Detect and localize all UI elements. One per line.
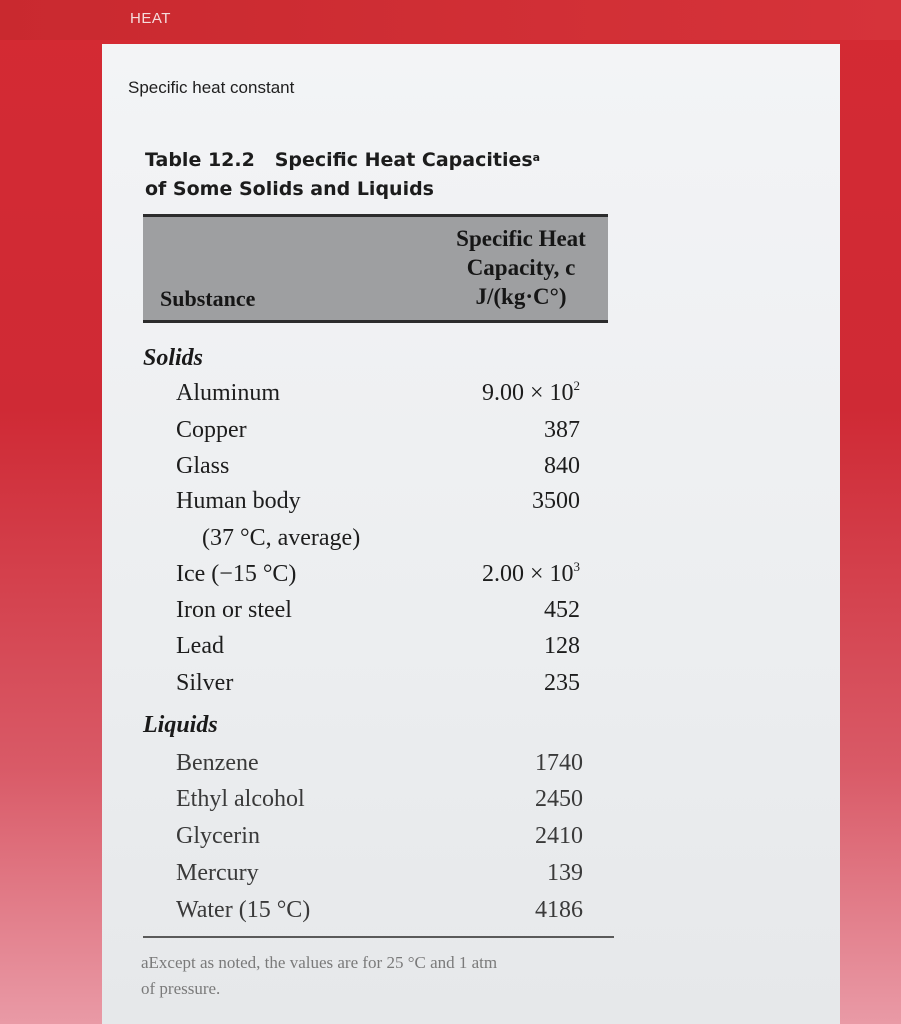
table-row-name: Glycerin [176,823,260,849]
table-row-value: 2450 [535,786,583,812]
solids-label: Solids [143,345,204,371]
table-row-value: 128 [544,633,580,659]
table-row-value: 2410 [535,823,583,849]
table-row-name: Copper [176,417,247,443]
table-row-value: $2.00 \times 10^3$ [481,559,580,587]
table-row-value: $9.00 \times 10^2$ [481,378,580,406]
table-row-value: 4186 [535,897,583,923]
table-row-name: Glass [176,453,230,479]
table-row-name: Benzene [176,750,259,776]
table-row-name: Aluminum [176,380,281,406]
caption-footnote-marker: a [532,151,541,164]
table-title: Specific Heat Capacities [274,149,533,171]
table-row-name: Ethyl alcohol [176,786,305,812]
column-header-line: Specific Heat [456,226,586,251]
table-row-value: 1740 [535,750,583,776]
table-row-value: 387 [544,417,580,443]
table-footnote [141,950,621,1002]
table-row-value: 235 [544,670,580,696]
column-header-substance: Substance [160,286,256,311]
table-row-name: Water (15 °C) [176,897,311,923]
liquids-label: Liquids [143,712,218,738]
table-row-value: 840 [544,453,580,479]
table-row-value: 139 [547,860,583,886]
table-title-line2: of Some Solids and Liquids [145,178,434,200]
table-caption [145,146,615,204]
column-header-specific-heat [432,224,610,311]
table-row-name: Silver [176,670,234,696]
column-header-line: J/(kg·C°) [475,284,567,309]
table-row-name: Lead [176,633,224,659]
table-row-name: Mercury [176,860,259,886]
table-row-name: Iron or steel [176,597,292,623]
footnote-line: aExcept as noted, the values are for 25 °C and 1 atm [141,953,498,972]
table-row-note: (37 °C, average) [202,525,361,551]
table-number: Table 12.2 [145,149,255,171]
table-row-value: 452 [544,597,580,623]
column-header-line: Capacity, c [466,255,576,280]
table-row-value: 3500 [532,488,580,514]
footnote-divider [143,936,614,938]
table-row-name: Ice (−15 °C) [176,561,297,587]
table-row-name: Human body [176,488,301,514]
footnote-line: of pressure. [141,979,221,998]
document-label: HEAT [130,10,171,27]
section-title: Specific heat constant [128,78,295,97]
